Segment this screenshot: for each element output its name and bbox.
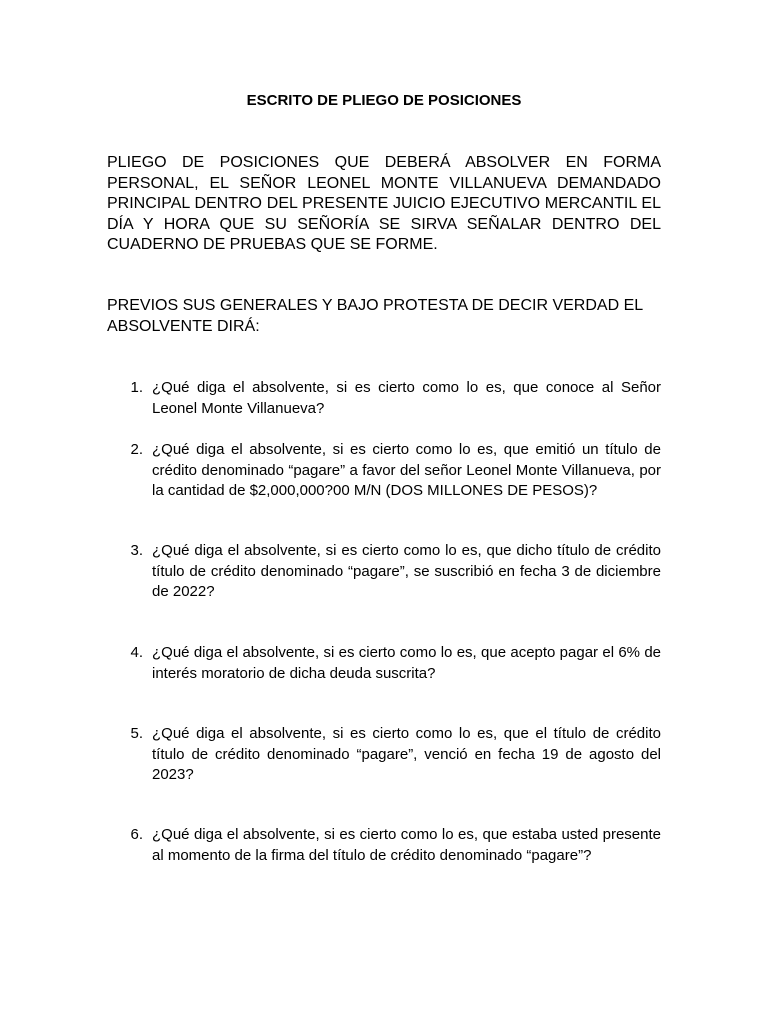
question-number: 1. [130,379,143,396]
question-text: ¿Qué diga el absolvente, si es cierto como lo es, que acepto pagar el 6% de interés moratorio de dicha deuda suscrita? [152,644,661,682]
question-text: ¿Qué diga el absolvente, si es cierto como lo es, que el título de crédito título de crédito denominado “pagare”, venció en fecha 19 de agosto del 2023? [152,725,661,783]
question-text: ¿Qué diga el absolvente, si es cierto como lo es, que conoce al Señor Leonel Monte Villanueva? [152,379,661,417]
question-text: ¿Qué diga el absolvente, si es cierto como lo es, que emitió un título de crédito denominado “pagare” a favor del señor Leonel Monte Villanueva, por la cantidad de $2,000,000?00 M/N (DOS MILLONES DE PESOS)? [152,441,661,499]
intro-paragraph: PLIEGO DE POSICIONES QUE DEBERÁ ABSOLVER EN FORMA PERSONAL, EL SEÑOR LEONEL MONTE VILLANUEVA DEMANDADO PRINCIPAL DENTRO DEL PRESENTE JUICIO EJECUTIVO MERCANTIL EL DÍA Y HORA QUE SU SEÑORÍA SE SIRVA SEÑALAR DENTRO DEL CUADERNO DE PRUEBAS QUE SE FORME. [107,154,661,253]
question-item [107,724,661,786]
question-number: 5. [130,725,143,742]
oath-paragraph: PREVIOS SUS GENERALES Y BAJO PROTESTA DE DECIR VERDAD EL ABSOLVENTE DIRÁ: [107,297,643,335]
question-item [107,825,661,866]
question-number: 3. [130,542,143,559]
question-number: 6. [130,826,143,843]
question-item [107,643,661,684]
question-number: 2. [130,441,143,458]
question-item [107,541,661,603]
question-text: ¿Qué diga el absolvente, si es cierto como lo es, que dicho título de crédito título de crédito denominado “pagare”, se suscribió en fecha 3 de diciembre de 2022? [152,542,661,600]
question-item [107,378,661,419]
question-number: 4. [130,644,143,661]
document-title: ESCRITO DE PLIEGO DE POSICIONES [246,92,522,109]
question-text: ¿Qué diga el absolvente, si es cierto como lo es, que estaba usted presente al momento de la firma del título de crédito denominado “pagare”? [152,826,661,864]
question-item [107,440,661,502]
